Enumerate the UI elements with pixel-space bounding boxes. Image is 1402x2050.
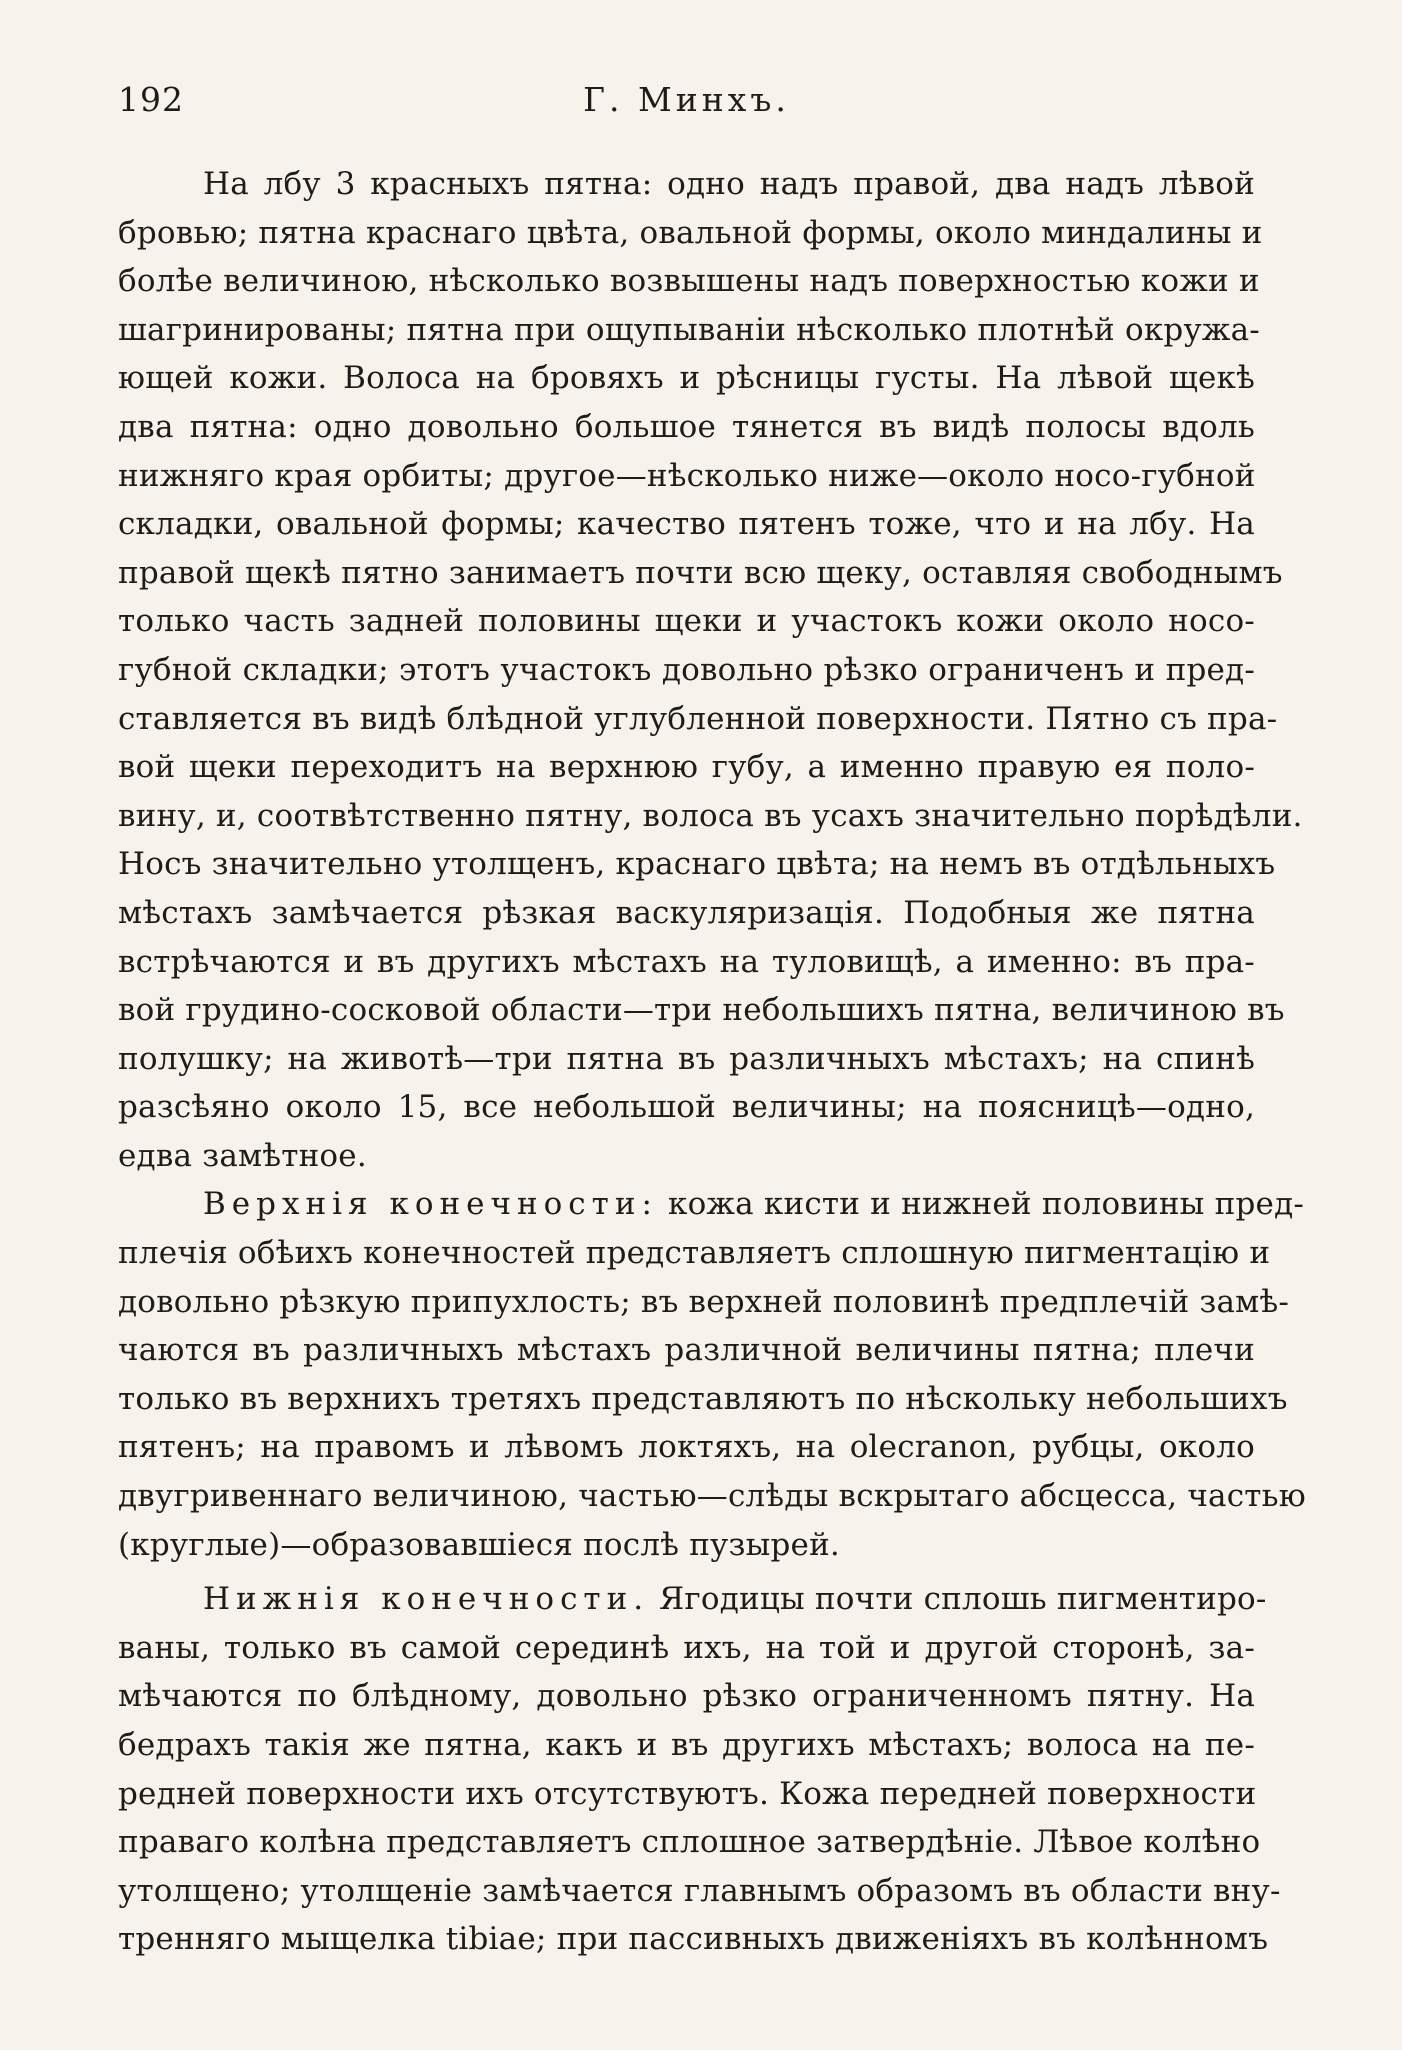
text-line: тренняго мыщелка tibiae; при пассивныхъ движеніяхъ въ колѣнномъ [118, 1921, 1269, 1958]
text-line: только въ верхнихъ третяхъ представляютъ по нѣскольку небольшихъ [118, 1380, 1288, 1417]
text-span: кожа кисти и нижней половины пред- [657, 1186, 1305, 1223]
text-line: губной складки; этотъ участокъ довольно рѣзко ограниченъ и пред- [118, 651, 1255, 688]
text-span: Ягодицы почти сплошь пигментиро- [649, 1581, 1267, 1618]
section-lead: Верхнія конечности: [203, 1186, 658, 1223]
text-line: шагринированы; пятна при ощупываніи нѣсколько плотнѣй окружа- [118, 311, 1260, 348]
text-line: пятенъ; на правомъ и лѣвомъ локтяхъ, на olecranon, рубцы, около [118, 1429, 1255, 1466]
text-line: правой щекѣ пятно занимаетъ почти всю щеку, оставляя свободнымъ [118, 554, 1283, 591]
text-line: нижняго края орбиты; другое—нѣсколько ниже—около носо-губной [118, 457, 1256, 494]
text-line: мѣстахъ замѣчается рѣзкая васкуляризація. Подобныя же пятна [118, 894, 1255, 931]
text-line: мѣчаются по блѣдному, довольно рѣзко ограниченномъ пятну. На [118, 1678, 1255, 1715]
text-line: болѣе величиною, нѣсколько возвышены надъ поверхностью кожи и [118, 263, 1260, 300]
text-line: довольно рѣзкую припухлость; въ верхней половинѣ предплечій замѣ- [118, 1283, 1290, 1320]
text-line: два пятна: одно довольно большое тянется въ видѣ полосы вдоль [118, 408, 1255, 445]
text-line: чаются въ различныхъ мѣстахъ различной величины пятна; плечи [118, 1332, 1255, 1369]
text-line: встрѣчаются и въ другихъ мѣстахъ на туловищѣ, а именно: въ пра- [118, 943, 1255, 980]
text-line: утолщено; утолщеніе замѣчается главнымъ образомъ въ области вну- [118, 1872, 1281, 1909]
text-line: полушку; на животѣ—три пятна въ различныхъ мѣстахъ; на спинѣ [118, 1040, 1255, 1077]
page-number: 192 [118, 80, 184, 119]
paragraph-face [118, 160, 1303, 1180]
text-line: только часть задней половины щеки и участокъ кожи около носо- [118, 603, 1255, 640]
text-line: Носъ значительно утолщенъ, краснаго цвѣта; на немъ въ отдѣльныхъ [118, 846, 1276, 883]
text-line: бедрахъ такія же пятна, какъ и въ другихъ мѣстахъ; волоса на пе- [118, 1727, 1255, 1763]
text-line: (круглые)—образовавшіеся послѣ пузырей. [118, 1526, 840, 1563]
text-line [118, 1575, 1267, 1624]
text-line: складки, овальной формы; качество пятенъ тоже, что и на лбу. На [118, 506, 1255, 543]
paragraph-lower-limbs [118, 1575, 1281, 1964]
text-line: вой щеки переходитъ на верхнюю губу, а именно правую ея поло- [118, 749, 1255, 786]
text-line: разсѣяно около 15, все небольшой величины; на поясницѣ—одно, [118, 1089, 1255, 1126]
text-line: вой грудино-сосковой области—три небольшихъ пятна, величиною въ [118, 992, 1285, 1029]
text-line: праваго колѣна представляетъ сплошное затвердѣніе. Лѣвое колѣно [118, 1824, 1261, 1861]
text-line: двугривеннаго величиною, частью—слѣды вскрытаго абсцесса, частью [118, 1478, 1306, 1515]
text-line: бровью; пятна краснаго цвѣта, овальной формы, около миндалины и [118, 214, 1263, 251]
text-line: ставляется въ видѣ блѣдной углубленной поверхности. Пятно съ пра- [118, 700, 1278, 737]
text-line: едва замѣтное. [118, 1137, 367, 1174]
text-line: На лбу 3 красныхъ пятна: одно надъ правой, два надъ лѣвой [203, 166, 1255, 202]
paragraph-upper-limbs [118, 1180, 1306, 1569]
page-header [118, 80, 1255, 124]
section-lead: Нижнія конечности. [203, 1581, 650, 1618]
text-line: плечія обѣихъ конечностей представляетъ сплошную пигментацію и [118, 1235, 1271, 1272]
text-line: ваны, только въ самой серединѣ ихъ, на той и другой сторонѣ, за- [118, 1629, 1255, 1666]
body-text [118, 160, 1306, 1964]
text-line: редней поверхности ихъ отсутствуютъ. Кожа передней поверхности [118, 1775, 1257, 1812]
text-line: вину, и, соотвѣтственно пятну, волоса въ усахъ значительно порѣдѣли. [118, 797, 1303, 834]
text-line: ющей кожи. Волоса на бровяхъ и рѣсницы густы. На лѣвой щекѣ [118, 360, 1255, 397]
text-line [118, 1180, 1305, 1229]
running-title: Г. Минхъ. [583, 80, 790, 119]
